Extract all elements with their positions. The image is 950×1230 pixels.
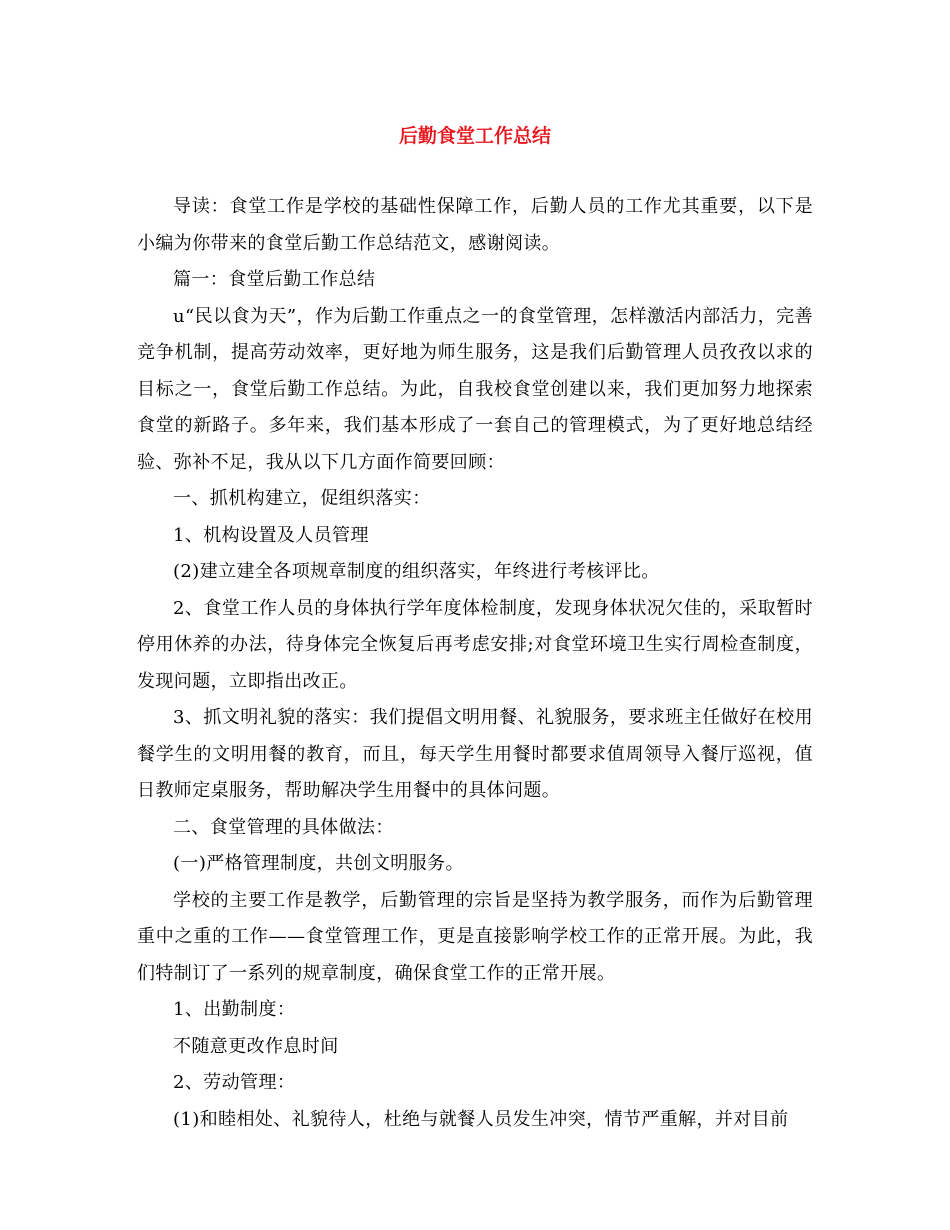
paragraph-item-2: 2、食堂工作人员的身体执行学年度体检制度，发现身体状况欠佳的，采取暂时停用休养的办法，待身体完全恢复后再考虑安排;对食堂环境卫生实行周检查制度，发现问题，立即指出改正。 (137, 597, 813, 692)
document-title: 后勤食堂工作总结 (398, 125, 551, 147)
paragraph-subheading-1: (一)严格管理制度，共创文明服务。 (173, 853, 464, 874)
paragraph-heading-practice: 二、食堂管理的具体做法： (173, 816, 394, 838)
paragraph-teaching-service: 学校的主要工作是教学，后勤管理的宗旨是坚持为教学服务，而作为后勤管理重中之重的工作——食堂管理工作，更是直接影响学校工作的正常开展。为此，我们特制订了一系列的规章制度，确保食堂工作的正常开展。 (137, 889, 813, 984)
paragraph-item-2-sub: (2)建立建全各项规章制度的组织落实，年终进行考核评比。 (173, 561, 660, 582)
paragraph-heading-organization: 一、抓机构建立，促组织落实： (173, 488, 431, 509)
paragraph-intro: 导读：食堂工作是学校的基础性保障工作，后勤人员的工作尤其重要，以下是小编为你带来的食堂后勤工作总结范文，感谢阅读。 (137, 196, 813, 254)
paragraph-item-1: 1、机构设置及人员管理 (173, 524, 369, 546)
paragraph-labor-heading: 2、劳动管理： (173, 1072, 296, 1093)
paragraph-attendance-rule: 不随意更改作息时间 (173, 1035, 339, 1057)
paragraph-section-heading: 篇一：食堂后勤工作总结 (173, 269, 376, 290)
paragraph-labor-rule-1: (1)和睦相处、礼貌待人，杜绝与就餐人员发生冲突，情节严重解，并对目前 (173, 1108, 789, 1130)
paragraph-attendance-heading: 1、出勤制度： (173, 999, 296, 1020)
paragraph-overview: u“民以食为天”，作为后勤工作重点之一的食堂管理，怎样激活内部活力，完善竞争机制，提高劳动效率，更好地为师生服务，这是我们后勤管理人员孜孜以求的目标之一，食堂后勤工作总结。为此，自我校食堂创建以来，我们更加努力地探索食堂的新路子。多年来，我们基本形成了一套自己的管理模式，为了更好地总结经验、弥补不足，我从以下几方面作简要回顾： (137, 305, 813, 473)
document-body (137, 189, 813, 1138)
paragraph-item-3: 3、抓文明礼貌的落实：我们提倡文明用餐、礼貌服务，要求班主任做好在校用餐学生的文明用餐的教育，而且，每天学生用餐时都要求值周领导入餐厅巡视，值日教师定桌服务，帮助解决学生用餐中的具体问题。 (137, 707, 813, 801)
